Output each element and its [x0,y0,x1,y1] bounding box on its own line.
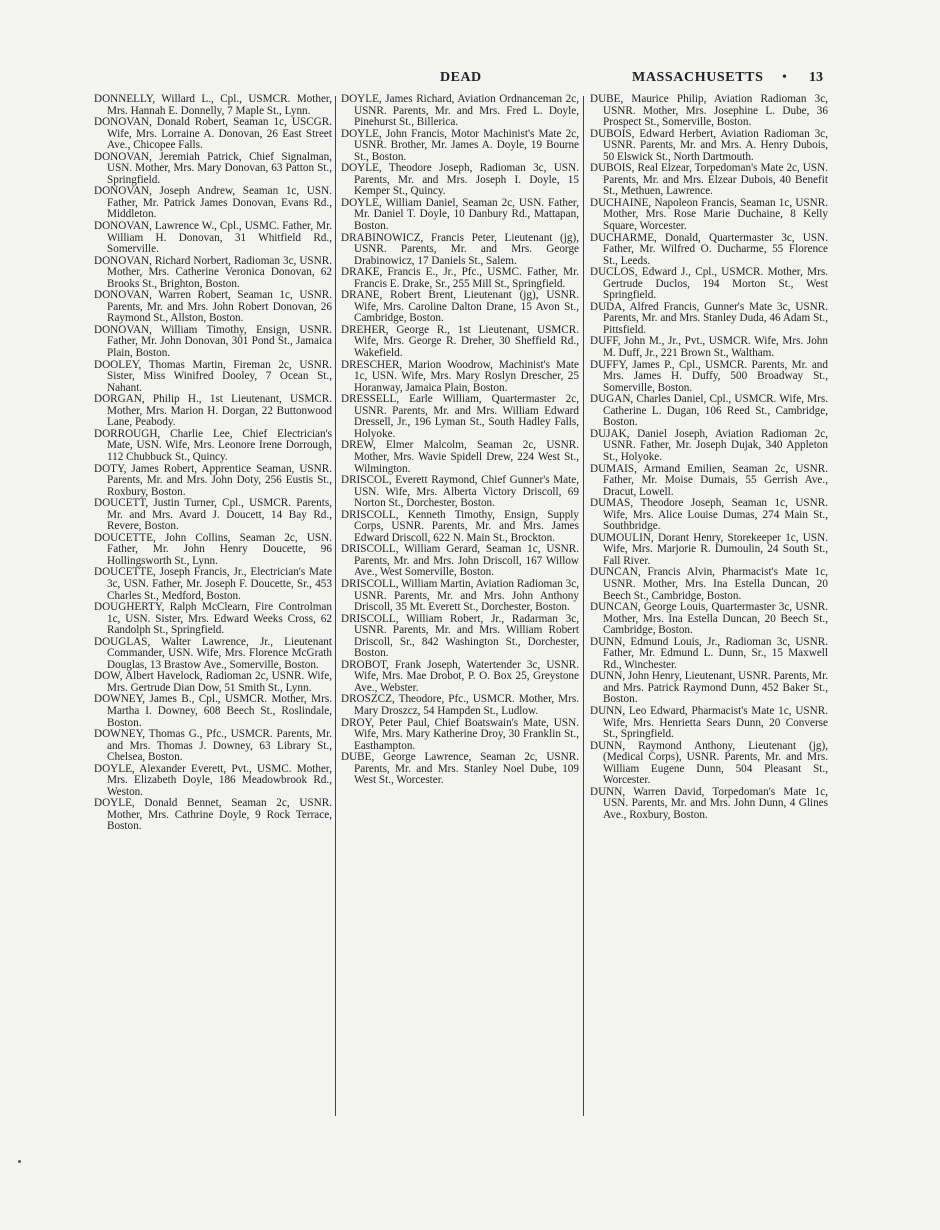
casualty-entry: DOYLE, Theodore Joseph, Radioman 3c, USN. Parents, Mr. and Mrs. Joseph I. Doyle, 15 Kemper St., Quincy. [341,162,579,198]
scan-mark [18,1160,21,1163]
casualty-entry: DROBOT, Frank Joseph, Watertender 3c, USNR. Wife, Mrs. Mae Drobot, P. O. Box 25, Greystone Ave., Webster. [341,658,579,694]
casualty-entry: DUMAIS, Armand Emilien, Seaman 2c, USNR. Father, Mr. Moise Dumais, 55 Gerrish Ave., Dracut, Lowell. [590,462,828,498]
casualty-entry: DREHER, George R., 1st Lieutenant, USMCR. Wife, Mrs. George R. Dreher, 30 Sheffield Rd., Wakefield. [341,323,579,360]
casualty-entry: DUJAK, Daniel Joseph, Aviation Radioman 2c, USNR. Father, Mr. Joseph Dujak, 340 Appleton St., Holyoke. [590,427,828,463]
column-divider [583,96,584,1116]
casualty-entry: DUNN, Leo Edward, Pharmacist's Mate 1c, USNR. Wife, Mrs. Henrietta Sears Dunn, 20 Converse St., Springfield. [590,704,828,741]
state-title: MASSACHUSETTS [632,70,764,85]
casualty-entry: DORROUGH, Charlie Lee, Chief Electrician's Mate, USN. Wife, Mrs. Leonore Irene Dorrough, 112 Chubbuck St., Quincy. [94,427,332,463]
casualty-entry: DUNN, Raymond Anthony, Lieutenant (jg), (Medical Corps), USNR. Parents, Mr. and Mrs. William Eugene Dunn, 504 Pleasant St., Worcester. [590,739,828,787]
casualty-entry: DUCHARME, Donald, Quartermaster 3c, USN. Father, Mr. Wilfred O. Ducharme, 55 Florence St., Leeds. [590,231,828,267]
casualty-entry: DOYLE, James Richard, Aviation Ordnanceman 2c, USNR. Parents, Mr. and Mrs. Fred L. Doyle, Pinehurst St., Billerica. [341,93,579,129]
casualty-entry: DRAKE, Francis E., Jr., Pfc., USMC. Father, Mr. Francis E. Drake, Sr., 255 Mill St., Springfield. [341,266,579,290]
column-divider [335,96,336,1116]
casualty-entry: DOWNEY, Thomas G., Pfc., USMCR. Parents, Mr. and Mrs. Thomas J. Downey, 63 Library St., Chelsea, Boston. [94,728,332,764]
casualty-entry: DRISCOLL, William Gerard, Seaman 1c, USNR. Parents, Mr. and Mrs. John Driscoll, 167 Willow Ave., West Somerville, Boston. [341,543,579,579]
casualty-entry: DONOVAN, Jeremiah Patrick, Chief Signalman, USN. Mother, Mrs. Mary Donovan, 63 Patton St., Springfield. [94,150,332,186]
casualty-entry: DRANE, Robert Brent, Lieutenant (jg), USNR. Wife, Mrs. Caroline Dalton Drane, 15 Avon St., Cambridge, Boston. [341,289,579,325]
casualty-entry: DOTY, James Robert, Apprentice Seaman, USNR. Parents, Mr. and Mrs. John Doty, 256 Eustis St., Roxbury, Boston. [94,462,332,498]
casualty-entry: DRISCOLL, William Martin, Aviation Radioman 3c, USNR. Parents, Mr. and Mrs. John Anthony Driscoll, 35 Mt. Everett St., Dorchester, Boston. [341,577,579,614]
casualty-entry: DONOVAN, Warren Robert, Seaman 1c, USNR. Parents, Mr. and Mrs. John Robert Donovan, 26 Raymond St., Allston, Boston. [94,289,332,325]
casualty-entry: DONOVAN, Donald Robert, Seaman 1c, USCGR. Wife, Mrs. Lorraine A. Donovan, 26 East Street Ave., Chicopee Falls. [94,116,332,152]
casualty-entry: DRABINOWICZ, Francis Peter, Lieutenant (jg), USNR. Parents, Mr. and Mrs. George Drabinowicz, 17 Daniels St., Salem. [341,231,579,267]
casualty-entry: DUNN, John Henry, Lieutenant, USNR. Parents, Mr. and Mrs. Patrick Raymond Dunn, 452 Baker St., Boston. [590,670,828,706]
casualty-entry: DUBOIS, Edward Herbert, Aviation Radioman 3c, USNR. Parents, Mr. and Mrs. A. Henry Dubois, 50 Elswick St., North Dartmouth. [590,127,828,163]
casualty-entry: DUFFY, James P., Cpl., USMCR. Parents, Mr. and Mrs. James H. Duffy, 500 Broadway St., Somerville, Boston. [590,358,828,394]
casualty-entry: DUDA, Alfred Francis, Gunner's Mate 3c, USNR. Parents, Mr. and Mrs. Stanley Duda, 46 Adam St., Pittsfield. [590,300,828,336]
casualty-entry: DOYLE, John Francis, Motor Machinist's Mate 2c, USNR. Brother, Mr. James A. Doyle, 19 Bourne St., Boston. [341,127,579,163]
casualty-entry: DOUCETTE, John Collins, Seaman 2c, USN. Father, Mr. John Henry Doucette, 96 Hollingsworth St., Lynn. [94,531,332,567]
casualty-entry: DOUGLAS, Walter Lawrence, Jr., Lieutenant Commander, USN. Wife, Mrs. Florence McGrath Douglas, 13 Brastow Ave., Somerville, Boston. [94,635,332,671]
casualty-entry: DROY, Peter Paul, Chief Boatswain's Mate, USN. Wife, Mrs. Mary Katherine Droy, 30 Franklin St., Easthampton. [341,716,579,752]
casualty-entry: DONOVAN, Lawrence W., Cpl., USMC. Father, Mr. William H. Donovan, 31 Whitfield Rd., Somerville. [94,220,332,256]
casualty-entry: DONOVAN, Richard Norbert, Radioman 3c, USNR. Mother, Mrs. Catherine Veronica Donovan, 62 Brooks St., Brighton, Boston. [94,254,332,290]
casualty-entry: DREW, Elmer Malcolm, Seaman 2c, USNR. Mother, Mrs. Wavie Spidell Drew, 224 West St., Wilmington. [341,439,579,475]
page-number: 13 [809,70,823,85]
casualty-entry: DUNCAN, Francis Alvin, Pharmacist's Mate 1c, USNR. Mother, Mrs. Ina Estella Duncan, 20 Beech St., Cambridge, Boston. [590,566,828,602]
column-2 [341,94,579,787]
column-3 [590,94,828,821]
casualty-entry: DOYLE, Alexander Everett, Pvt., USMC. Mother, Mrs. Elizabeth Doyle, 186 Meadowbrook Rd., Weston. [94,762,332,798]
casualty-entry: DUGAN, Charles Daniel, Cpl., USMCR. Wife, Mrs. Catherine L. Dugan, 106 Reed St., Cambridge, Boston. [590,393,828,429]
casualty-entry: DONOVAN, Joseph Andrew, Seaman 1c, USN. Father, Mr. Patrick James Donovan, Evans Rd., Middleton. [94,185,332,221]
page-header [92,70,828,90]
casualty-entry: DUMOULIN, Dorant Henry, Storekeeper 1c, USN. Wife, Mrs. Marjorie R. Dumoulin, 24 South St., Fall River. [590,531,828,567]
section-title: DEAD [440,70,482,85]
casualty-entry: DOW, Albert Havelock, Radioman 2c, USNR. Wife, Mrs. Gertrude Dian Dow, 51 Smith St., Lynn. [94,670,332,694]
casualty-entry: DUFF, John M., Jr., Pvt., USMCR. Wife, Mrs. John M. Duff, Jr., 221 Brown St., Waltham. [590,335,828,360]
header-bullet: • [782,70,787,85]
casualty-entry: DORGAN, Philip H., 1st Lieutenant, USMCR. Mother, Mrs. Marion H. Dorgan, 22 Buttonwood Lane, Peabody. [94,393,332,429]
casualty-entry: DOOLEY, Thomas Martin, Fireman 2c, USNR. Sister, Miss Winifred Dooley, 7 Ocean St., Nahant. [94,358,332,394]
casualty-entry: DUNCAN, George Louis, Quartermaster 3c, USNR. Mother, Mrs. Ina Estella Duncan, 20 Beech St., Cambridge, Boston. [590,601,828,637]
casualty-entry: DRISCOLL, Kenneth Timothy, Ensign, Supply Corps, USNR. Parents, Mr. and Mrs. James Edward Driscoll, 622 N. Main St., Brockton. [341,508,579,544]
casualty-entry: DUCHAINE, Napoleon Francis, Seaman 1c, USNR. Mother, Mrs. Rose Marie Duchaine, 8 Kelly Square, Worcester. [590,196,828,233]
casualty-entry: DUNN, Warren David, Torpedoman's Mate 1c, USN. Parents, Mr. and Mrs. John Dunn, 4 Glines Ave., Roxbury, Boston. [590,785,828,821]
casualty-entry: DOYLE, William Daniel, Seaman 2c, USN. Father, Mr. Daniel T. Doyle, 10 Danbury Rd., Mattapan, Boston. [341,196,579,233]
casualty-entry: DUCLOS, Edward J., Cpl., USMCR. Mother, Mrs. Gertrude Duclos, 194 Morton St., West Springfield. [590,266,828,302]
casualty-entry: DUNN, Edmund Louis, Jr., Radioman 3c, USNR. Father, Mr. Edmund L. Dunn, Sr., 15 Maxwell Rd., Winchester. [590,635,828,671]
casualty-entry: DOUGHERTY, Ralph McClearn, Fire Controlman 1c, USN. Sister, Mrs. Edward Weeks Cross, 62 Randolph St., Springfield. [94,601,332,637]
casualty-entry: DRESSELL, Earle William, Quartermaster 2c, USNR. Parents, Mr. and Mrs. William Edward Dressell, Jr., 196 Lyman St., South Hadley Falls, Holyoke. [341,393,579,440]
casualty-entry: DUBE, George Lawrence, Seaman 2c, USNR. Parents, Mr. and Mrs. Stanley Noel Dube, 109 West St., Worcester. [341,751,579,787]
casualty-entry: DUMAS, Theodore Joseph, Seaman 1c, USNR. Wife, Mrs. Alice Louise Dumas, 274 Main St., Southbridge. [590,497,828,533]
casualty-entry: DRESCHER, Marion Woodrow, Machinist's Mate 1c, USN. Wife, Mrs. Mary Roslyn Drescher, 25 Horanway, Jamaica Plain, Boston. [341,358,579,394]
casualty-entry: DOUCETT, Justin Turner, Cpl., USMCR. Parents, Mr. and Mrs. Avard J. Doucett, 14 Bay Rd., Revere, Boston. [94,497,332,533]
casualty-entry: DOUCETTE, Joseph Francis, Jr., Electrician's Mate 3c, USN. Father, Mr. Joseph F. Doucette, Sr., 453 Charles St., Medford, Boston. [94,566,332,602]
casualty-entry: DONOVAN, William Timothy, Ensign, USNR. Father, Mr. John Donovan, 301 Pond St., Jamaica Plain, Boston. [94,323,332,360]
casualty-entry: DONNELLY, Willard L., Cpl., USMCR. Mother, Mrs. Hannah E. Donnelly, 7 Maple St., Lynn. [94,93,332,117]
casualty-entry: DROSZCZ, Theodore, Pfc., USMCR. Mother, Mrs. Mary Droszcz, 54 Hampden St., Ludlow. [341,693,579,717]
casualty-entry: DOWNEY, James B., Cpl., USMCR. Mother, Mrs. Martha I. Downey, 608 Beech St., Roslindale, Boston. [94,693,332,729]
casualty-entry: DUBE, Maurice Philip, Aviation Radioman 3c, USNR. Mother, Mrs. Josephine L. Dube, 36 Prospect St., Somerville, Boston. [590,93,828,129]
column-1 [94,94,332,833]
casualty-entry: DUBOIS, Real Elzear, Torpedoman's Mate 2c, USN. Parents, Mr. and Mrs. Elzear Dubois, 40 Benefit St., Methuen, Lawrence. [590,162,828,198]
casualty-entry: DOYLE, Donald Bennet, Seaman 2c, USNR. Mother, Mrs. Cathrine Doyle, 9 Rock Terrace, Boston. [94,797,332,833]
casualty-entry: DRISCOL, Everett Raymond, Chief Gunner's Mate, USN. Wife, Mrs. Alberta Victory Driscoll, 69 Norton St., Dorchester, Boston. [341,474,579,510]
casualty-entry: DRISCOLL, William Robert, Jr., Radarman 3c, USNR. Parents, Mr. and Mrs. William Robert Driscoll, Sr., 842 Washington St., Dorchester, Boston. [341,612,579,660]
